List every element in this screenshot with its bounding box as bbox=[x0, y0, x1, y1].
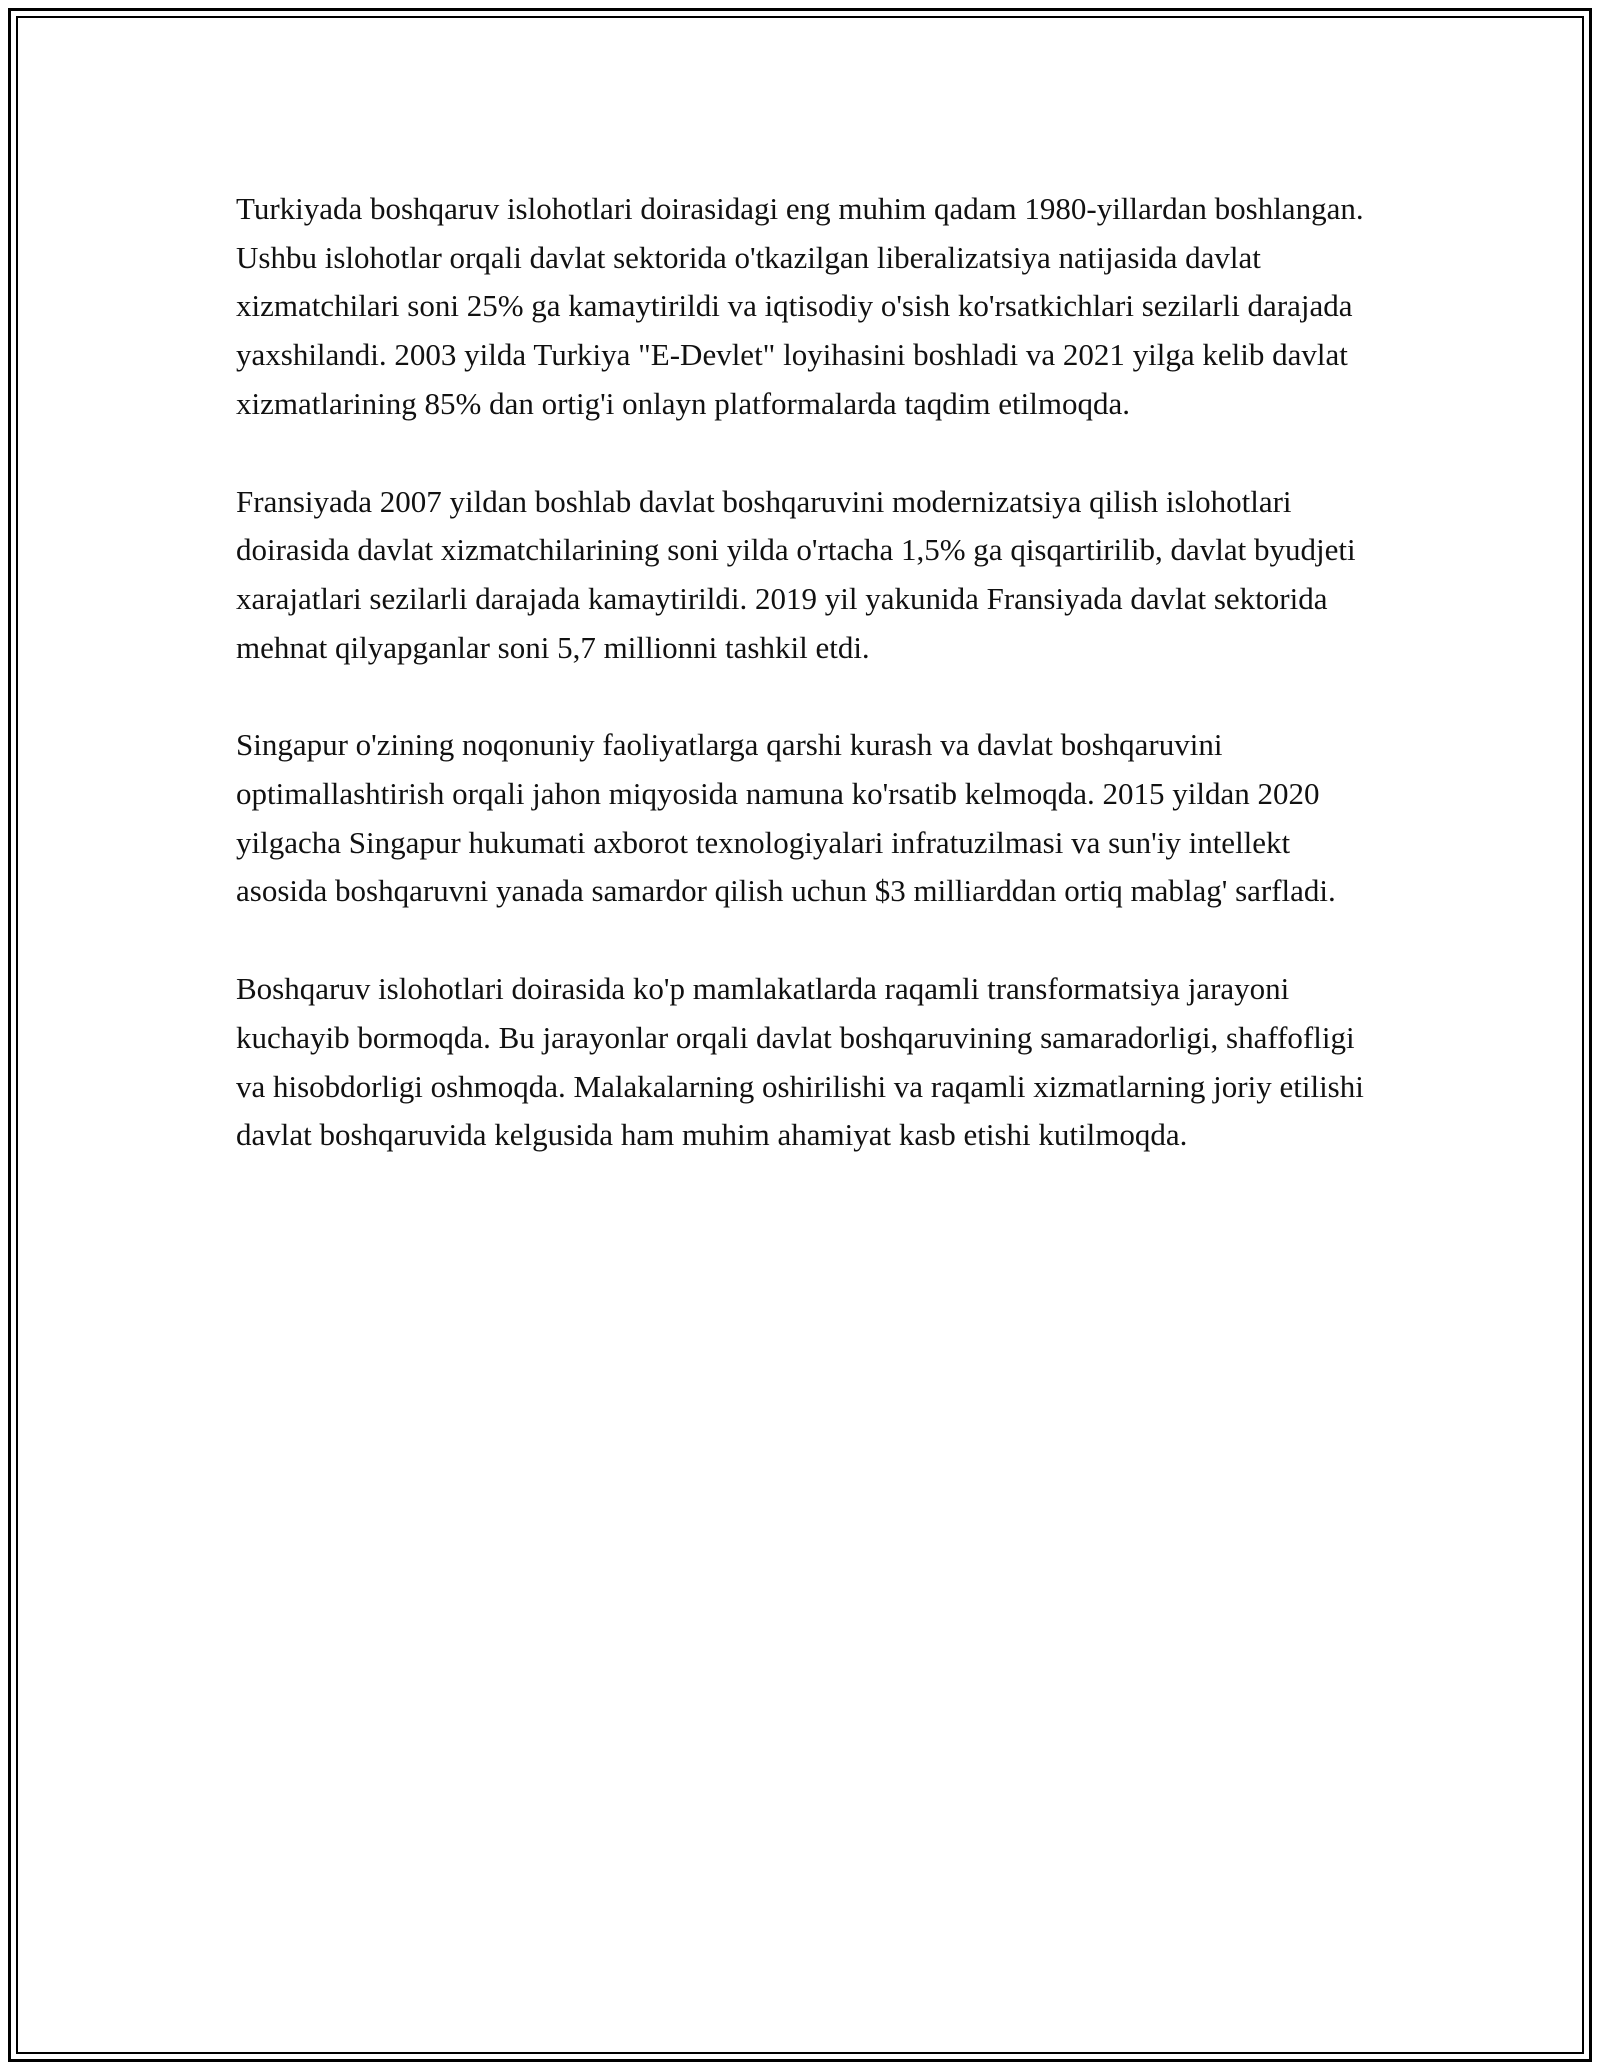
paragraph-digital-transformation: Boshqaruv islohotlari doirasida ko'p mamlakatlarda raqamli transformatsiya jarayoni kuchayib bormoqda. Bu jarayonlar orqali davlat boshqaruvining samaradorligi, shaffofligi va hisobdorligi oshmoqda. Malakalarning oshirilishi va raqamli xizmatlarning joriy etilishi davlat boshqaruvida kelgusida ham muhim ahamiyat kasb etishi kutilmoqda. bbox=[236, 971, 1364, 1153]
paragraph-singapore: Singapur o'zining noqonuniy faoliyatlarga qarshi kurash va davlat boshqaruvini optimallashtirish orqali jahon miqyosida namuna ko'rsatib kelmoqda. 2015 yildan 2020 yilgacha Singapur hukumati axborot texnologiyalari infratuzilmasi va sun'iy intellekt asosida boshqaruvni yanada samardor qilish uchun $3 milliarddan ortiq mablag' sarfladi. bbox=[236, 727, 1336, 909]
paragraph-france: Fransiyada 2007 yildan boshlab davlat boshqaruvini modernizatsiya qilish islohotlari doirasida davlat xizmatchilarining soni yilda o'rtacha 1,5% ga qisqartirilib, davlat byudjeti xarajatlari sezilarli darajada kamaytirildi. 2019 yil yakunida Fransiyada davlat sektorida mehnat qilyapganlar soni 5,7 millionni tashkil etdi. bbox=[236, 483, 1356, 665]
paragraph-turkey: Turkiyada boshqaruv islohotlari doirasidagi eng muhim qadam 1980-yillardan boshlangan. Ushbu islohotlar orqali davlat sektorida o'tkazilgan liberalizatsiya natijasida davlat xizmatchilari soni 25% ga kamaytirildi va iqtisodiy o'sish ko'rsatkichlari sezilarli darajada yaxshilandi. 2003 yilda Turkiya "E-Devlet" loyihasini boshladi va 2021 yilga kelib davlat xizmatlarining 85% dan ortig'i onlayn platformalarda taqdim etilmoqda. bbox=[236, 191, 1364, 421]
document-body bbox=[236, 185, 1366, 1209]
